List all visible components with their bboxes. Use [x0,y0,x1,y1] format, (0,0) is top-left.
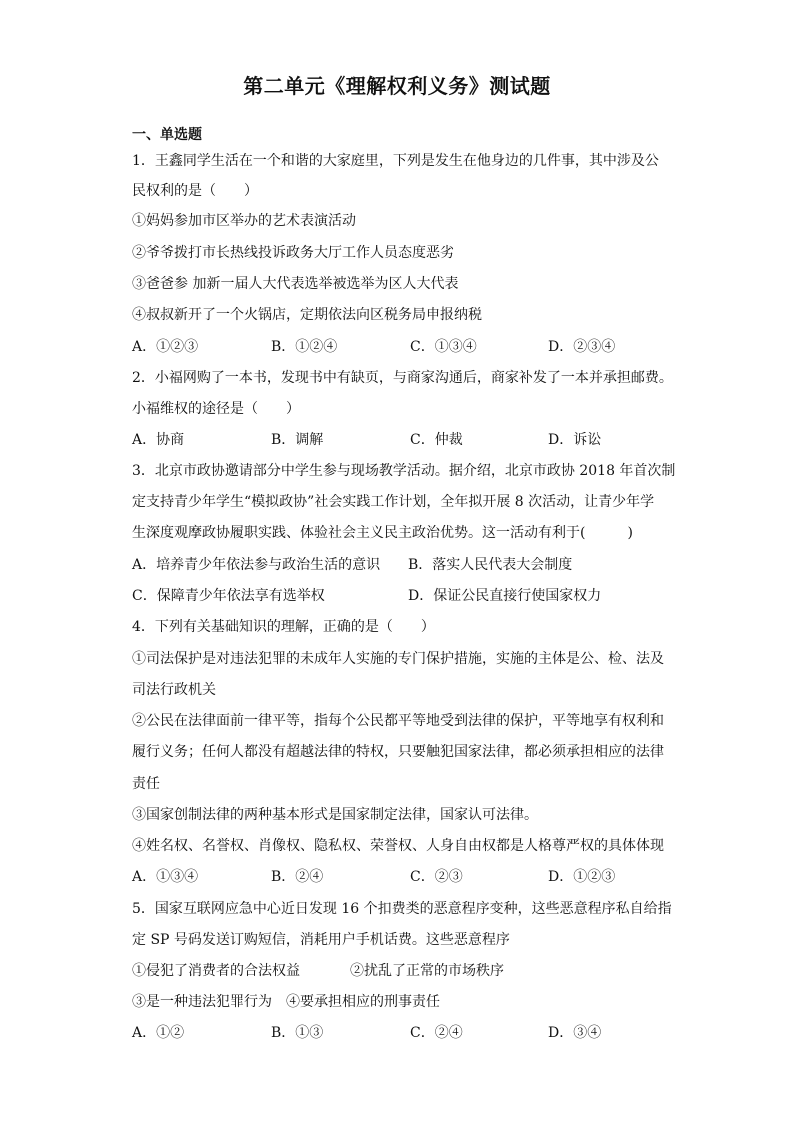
q1-statement-3: ③爸爸参 加新一届人大代表选举被选举为区人大代表 [132,276,459,292]
q1-option-d: D．②③④ [548,339,616,355]
q4-statement-1-line-1: ①司法保护是对违法犯罪的未成年人实施的专门保护措施，实施的主体是公、检、法及 [132,651,664,667]
q2-option-d: D．诉讼 [548,432,602,448]
q1-option-a: A．①②③ [132,339,199,355]
q1-stem-line-2: 民权利的是（ ） [132,183,258,199]
q1-statement-2: ②爷爷拨打市长热线投诉政务大厅工作人员态度恶劣 [132,245,454,261]
q3-stem-line-3: 生深度观摩政协履职实践、体验社会主义民主政治优势。这一活动有利于( ) [132,525,633,541]
q5-statement-1: ①侵犯了消费者的合法权益 [132,963,300,979]
q2-stem-line-2: 小福维权的途径是（ ） [132,401,300,417]
q4-option-b: B．②④ [271,869,324,885]
q5-statement-3: ③是一种违法犯罪行为 [132,994,272,1010]
section-heading: 一、单选题 [132,127,202,143]
q3-option-c: C．保障青少年依法享有选举权 [132,588,325,604]
q3-stem-line-2: 定支持青少年学生“模拟政协”社会实践工作计划，全年拟开展 8 次活动，让青少年学 [132,494,655,510]
q3-option-d: D．保证公民直接行使国家权力 [408,588,602,604]
q4-statement-1-line-2: 司法行政机关 [132,682,216,698]
q2-option-c: C．仲裁 [410,432,463,448]
q5-statement-4: ④要承担相应的刑事责任 [286,994,440,1010]
q5-option-d: D．③④ [548,1025,602,1041]
q5-option-c: C．②④ [410,1025,463,1041]
q4-statement-2-line-2: 履行义务；任何人都没有超越法律的特权，只要触犯国家法律，都必须承担相应的法律 [132,744,664,760]
page-title: 第二单元《理解权利义务》测试题 [243,74,551,98]
q3-option-b: B．落实人民代表大会制度 [408,557,573,573]
q4-option-c: C．②③ [410,869,463,885]
q4-option-d: D．①②③ [548,869,616,885]
q4-option-a: A．①③④ [132,869,199,885]
q5-stem-line-1: 5．国家互联网应急中心近日发现 16 个扣费类的恶意程序变种，这些恶意程序私自给指 [132,901,672,917]
q1-statement-1: ①妈妈参加市区举办的艺术表演活动 [132,213,356,229]
q4-stem-line-1: 4．下列有关基础知识的理解，正确的是（ ） [132,619,435,635]
q1-option-b: B．①②④ [271,339,338,355]
q2-option-b: B．调解 [271,432,324,448]
q4-statement-2-line-1: ②公民在法律面前一律平等，指每个公民都平等地受到法律的保护，平等地享有权利和 [132,713,664,729]
q3-stem-line-1: 3．北京市政协邀请部分中学生参与现场教学活动。据介绍，北京市政协 2018 年首次制 [132,463,676,479]
q4-statement-4: ④姓名权、名誉权、肖像权、隐私权、荣誉权、人身自由权都是人格尊严权的具体体现 [132,838,664,854]
q4-statement-3: ③国家创制法律的两种基本形式是国家制定法律，国家认可法律。 [132,807,538,823]
q5-stem-line-2: 定 SP 号码发送订购短信，消耗用户手机话费。这些恶意程序 [132,932,510,948]
q5-option-a: A．①② [132,1025,185,1041]
q5-option-b: B．①③ [271,1025,324,1041]
q2-stem-line-1: 2．小福网购了一本书，发现书中有缺页，与商家沟通后，商家补发了一本并承担邮费。 [132,370,673,386]
q5-statement-2: ②扰乱了正常的市场秩序 [350,963,504,979]
q1-stem-line-1: 1．王鑫同学生活在一个和谐的大家庭里，下列是发生在他身边的几件事，其中涉及公 [132,153,659,169]
q3-option-a: A．培养青少年依法参与政治生活的意识 [132,557,381,573]
q2-option-a: A．协商 [132,432,185,448]
q4-statement-2-line-3: 责任 [132,776,160,792]
q1-statement-4: ④叔叔新开了一个火锅店，定期依法向区税务局申报纳税 [132,307,482,323]
q1-option-c: C．①③④ [410,339,477,355]
